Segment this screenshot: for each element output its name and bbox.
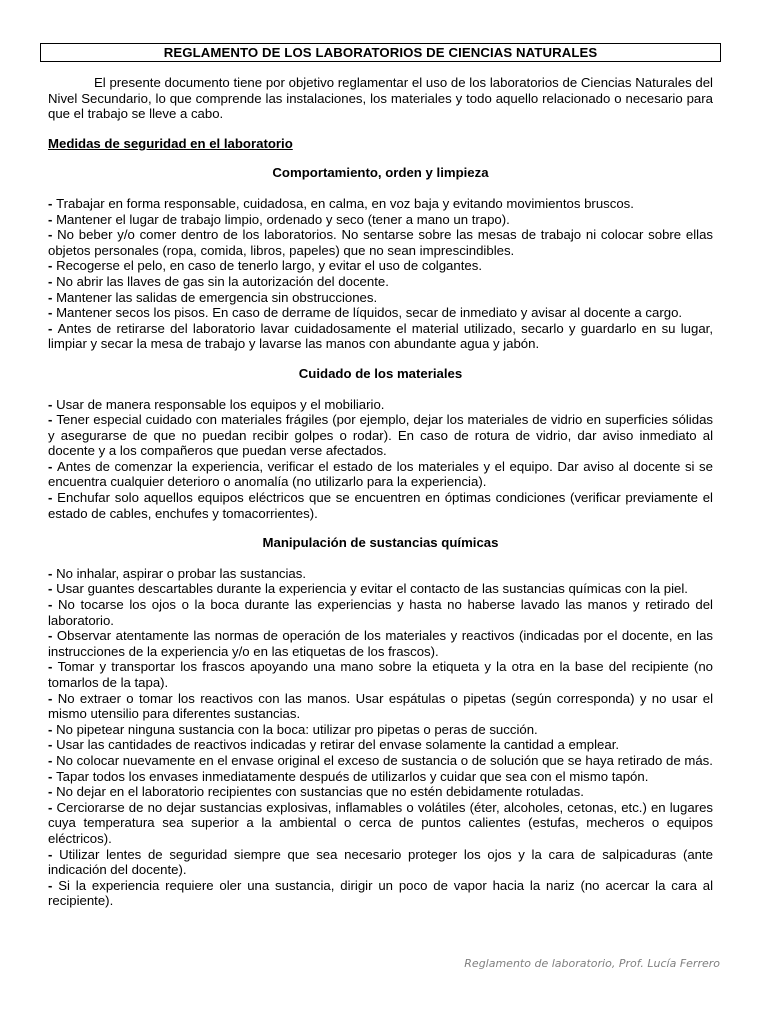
footer-credit: Reglamento de laboratorio, Prof. Lucía Ferrero xyxy=(464,957,720,970)
rule-item xyxy=(48,321,713,352)
rule-dash: - xyxy=(48,752,57,768)
rule-dash: - xyxy=(48,211,57,227)
rule-text: Si la experiencia requiere oler una sustancia, dirigir un poco de vapor hacia la nariz (no acercar la cara al recipiente). xyxy=(48,877,713,909)
rule-item xyxy=(48,722,713,738)
rule-text: Utilizar lentes de seguridad siempre que sea necesario proteger los ojos y la cara de salpicaduras (ante indicación del docente). xyxy=(48,846,713,878)
rule-dash: - xyxy=(48,846,60,862)
rule-dash: - xyxy=(48,273,57,289)
rule-item xyxy=(48,212,713,228)
rule-dash: - xyxy=(48,412,57,428)
rule-item xyxy=(48,878,713,909)
rule-item xyxy=(48,597,713,628)
rule-text: Usar guantes descartables durante la experiencia y evitar el contacto de las sustancias químicas con la piel. xyxy=(56,581,688,597)
rule-text: Antes de retirarse del laboratorio lavar cuidadosamente el material utilizado, secarlo y guardarlo en su lugar, limpiar y secar la mesa de trabajo y lavarse las manos con abundante agua y jabón. xyxy=(48,320,713,352)
rule-text: Tomar y transportar los frascos apoyando una mano sobre la etiqueta y la otra en la base del recipiente (no tomarlos de la tapa). xyxy=(48,659,713,690)
rule-item xyxy=(48,196,713,212)
rule-dash: - xyxy=(48,458,57,474)
rule-text: No dejar en el laboratorio recipientes con sustancias que no estén debidamente rotuladas. xyxy=(56,784,584,800)
rule-dash: - xyxy=(48,565,57,581)
subsection-heading: Comportamiento, orden y limpieza xyxy=(272,165,489,181)
rule-item xyxy=(48,800,713,847)
rule-dash: - xyxy=(48,768,57,784)
rule-text: Usar las cantidades de reactivos indicadas y retirar del envase solamente la cantidad a emplear. xyxy=(56,737,620,753)
document-title: REGLAMENTO DE LOS LABORATORIOS DE CIENCIAS NATURALES xyxy=(40,43,721,62)
rule-dash: - xyxy=(48,320,58,336)
rule-item xyxy=(48,290,713,306)
rule-item xyxy=(48,227,713,258)
rule-text: Enchufar solo aquellos equipos eléctricos que se encuentren en óptimas condiciones (verificar previamente el estado de cables, enchufes y tomacorrientes). xyxy=(48,490,713,521)
rule-item xyxy=(48,412,713,459)
rule-text: Trabajar en forma responsable, cuidadosa, en calma, en voz baja y evitando movimientos bruscos. xyxy=(56,195,634,211)
rule-text: Tener especial cuidado con materiales frágiles (por ejemplo, dejar los materiales de vidrio en superficies sólidas y asegurarse de que no puedan recibir golpes o rodar). En caso de rotura de vidrio, dar aviso inmediato al docente y a los compañeros que puedan verse afectados. xyxy=(48,412,713,459)
rule-text: No pipetear ninguna sustancia con la boca: utilizar pro pipetas o peras de succión. xyxy=(56,721,538,737)
rule-text: No tocarse los ojos o la boca durante las experiencias y hasta no haberse lavado las manos y retirado del laboratorio. xyxy=(48,597,713,628)
rule-text: No colocar nuevamente en el envase original el exceso de sustancia o de solución que se haya retirado de más. xyxy=(56,752,713,768)
rule-item xyxy=(48,628,713,659)
rule-dash: - xyxy=(48,877,59,893)
rule-dash: - xyxy=(48,227,58,243)
subsection-heading: Cuidado de los materiales xyxy=(298,365,463,381)
subsection-heading: Manipulación de sustancias químicas xyxy=(262,535,499,551)
rule-item xyxy=(48,459,713,490)
rule-item xyxy=(48,784,713,800)
rules-list xyxy=(40,196,721,352)
rule-item xyxy=(48,769,713,785)
rule-text: Mantener el lugar de trabajo limpio, ordenado y seco (tener a mano un trapo). xyxy=(56,211,510,227)
rule-dash: - xyxy=(48,784,57,800)
rule-dash: - xyxy=(48,597,59,613)
rule-item xyxy=(48,691,713,722)
rule-dash: - xyxy=(48,195,57,211)
rules-list xyxy=(40,397,721,522)
rule-item xyxy=(48,659,713,690)
section-title: Medidas de seguridad en el laboratorio xyxy=(48,135,293,151)
rule-dash: - xyxy=(48,690,58,706)
rule-text: Antes de comenzar la experiencia, verificar el estado de los materiales y el equipo. Dar aviso al docente si se encuentra cualquier deterioro o anomalía (no utilizarlo para la experiencia). xyxy=(48,458,713,490)
rule-dash: - xyxy=(48,737,57,753)
rule-dash: - xyxy=(48,659,58,675)
rule-text: Cerciorarse de no dejar sustancias explosivas, inflamables o volátiles (éter, alcoholes, cetonas, etc.) en lugares cuya temperatura sea superior a la ambiental o cerca de puntos calientes (estufas, mecheros o equipos eléctricos). xyxy=(48,799,714,846)
rule-text: Observar atentamente las normas de operación de los materiales y reactivos (indicadas por el docente, en las instrucciones de la experiencia y/o en las etiquetas de los frascos). xyxy=(48,628,713,659)
rule-dash: - xyxy=(48,628,57,644)
rule-item xyxy=(48,258,713,274)
rule-dash: - xyxy=(48,258,57,274)
rule-item xyxy=(48,305,713,321)
rule-text: Tapar todos los envases inmediatamente después de utilizarlos y cuidar que sea con el mismo tapón. xyxy=(56,768,649,784)
rule-item xyxy=(48,490,713,521)
rules-list xyxy=(40,566,721,909)
intro-paragraph: El presente documento tiene por objetivo reglamentar el uso de los laboratorios de Ciencias Naturales del Nivel Secundario, lo que comprende las instalaciones, los materiales y todo aquello relacionado o necesario para que el trabajo se lleve a cabo. xyxy=(48,75,713,122)
rule-item xyxy=(48,847,713,878)
rule-dash: - xyxy=(48,721,57,737)
rule-item xyxy=(48,566,713,582)
rule-text: No abrir las llaves de gas sin la autorización del docente. xyxy=(56,273,389,289)
rule-dash: - xyxy=(48,305,57,321)
rule-dash: - xyxy=(48,396,57,412)
rule-text: Mantener las salidas de emergencia sin obstrucciones. xyxy=(56,289,378,305)
rule-dash: - xyxy=(48,799,57,815)
rule-item xyxy=(48,274,713,290)
rule-text: No extraer o tomar los reactivos con las manos. Usar espátulas o pipetas (según corresponda) y no usar el mismo utensilio para diferentes sustancias. xyxy=(48,690,714,722)
rule-item xyxy=(48,737,713,753)
rule-text: Mantener secos los pisos. En caso de derrame de líquidos, secar de inmediato y avisar al docente a cargo. xyxy=(56,305,683,321)
rule-dash: - xyxy=(48,581,57,597)
rule-text: No inhalar, aspirar o probar las sustancias. xyxy=(56,565,307,581)
rule-dash: - xyxy=(48,289,57,305)
rule-dash: - xyxy=(48,490,58,506)
rule-item xyxy=(48,581,713,597)
rule-text: No beber y/o comer dentro de los laboratorios. No sentarse sobre las mesas de trabajo ni colocar sobre ellas objetos personales (ropa, comida, libros, papeles) que no sean imprescindibles. xyxy=(48,227,713,258)
rule-text: Usar de manera responsable los equipos y el mobiliario. xyxy=(56,396,385,412)
subsections-container xyxy=(40,165,721,909)
rule-item xyxy=(48,397,713,413)
rule-text: Recogerse el pelo, en caso de tenerlo largo, y evitar el uso de colgantes. xyxy=(56,258,482,274)
document-page xyxy=(40,43,721,909)
rule-item xyxy=(48,753,713,769)
